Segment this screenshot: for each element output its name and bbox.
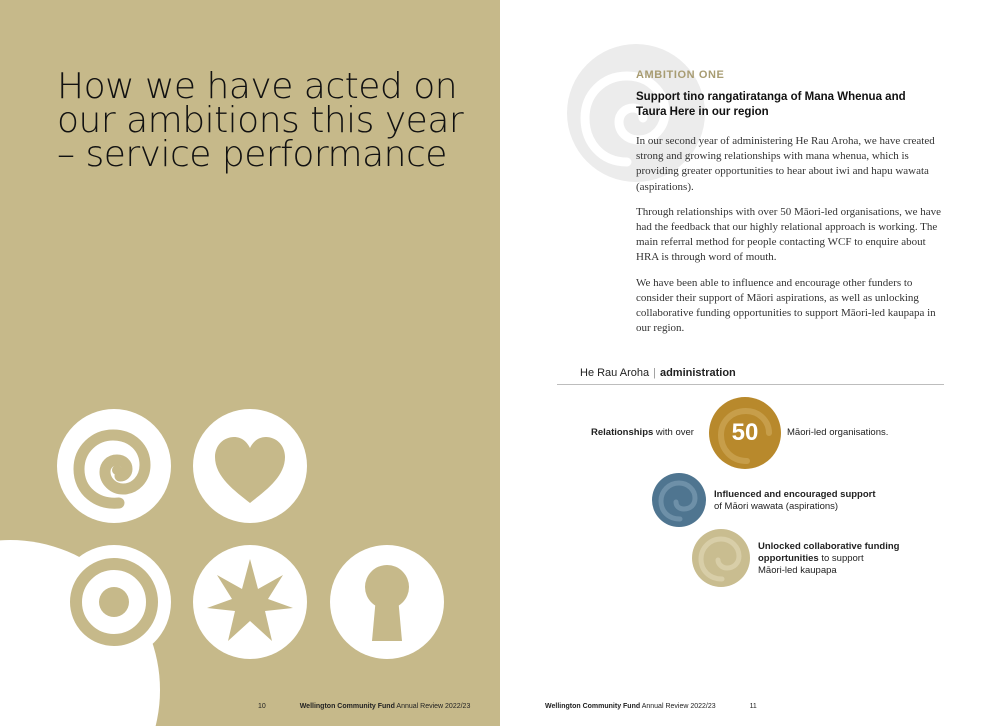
stat-number: 50	[731, 419, 759, 446]
footer-doc: Annual Review 2022/23	[396, 703, 471, 710]
ambition-label: AMBITION ONE	[636, 69, 725, 81]
stat-2-line1: Influenced and encouraged support	[714, 489, 876, 500]
stat-circle-blue	[652, 473, 706, 527]
heart-icon	[193, 409, 307, 523]
circle-ring-icon	[57, 545, 171, 659]
stat-lead-rest: with over	[653, 427, 694, 438]
stat-3-line3: Māori-led kaupapa	[758, 565, 837, 576]
body-paragraph: We have been able to influence and encourage other funders to consider their support of Māori aspirations, as well as unlocking collaborative funding opportunities to support Māori-led kaupapa in our region.	[636, 276, 936, 335]
right-footer	[545, 703, 757, 710]
section-label-right: administration	[659, 367, 736, 379]
footer-org: Wellington Community Fund	[299, 703, 395, 710]
stat-lead-text	[591, 427, 694, 439]
ambition-body	[636, 134, 942, 346]
ambition-title: Support tino rangatiratanga of Mana Whenua and Taura Here in our region	[636, 91, 906, 118]
footer-org: Wellington Community Fund	[545, 703, 641, 710]
stat-2-text	[714, 489, 876, 513]
stat-trail-text: Māori-led organisations.	[787, 427, 889, 438]
stat-2-line2: of Māori wawata (aspirations)	[714, 501, 839, 512]
section-label-left: He Rau Aroha	[580, 367, 650, 379]
koru-icon	[57, 409, 171, 523]
stat-lead-bold: Relationships	[591, 427, 654, 438]
page-headline: How we have acted on our ambitions this year – service performance	[57, 66, 464, 175]
keyhole-icon	[330, 545, 444, 659]
left-footer	[258, 703, 470, 710]
stat-3-line2-bold: opportunities	[758, 553, 819, 564]
section-separator: |	[653, 367, 656, 379]
stat-3-line2-rest: to support	[818, 553, 864, 564]
stat-3-text	[758, 541, 899, 577]
stat-circle-gold	[709, 397, 781, 469]
stat-circle-sand	[692, 529, 750, 587]
stat-3-line1: Unlocked collaborative funding	[758, 541, 900, 552]
section-label	[580, 367, 736, 379]
page-number: 10	[258, 703, 266, 710]
section-divider	[557, 384, 944, 385]
footer-doc: Annual Review 2022/23	[641, 703, 716, 710]
page-number: 11	[749, 703, 757, 710]
star-icon	[193, 545, 307, 659]
body-paragraph: Through relationships with over 50 Māori-led organisations, we have had the feedback that our highly relational approach is working. The main referral method for people contacting WCF to enquire about HRA is through word of mouth.	[636, 205, 941, 264]
body-paragraph: In our second year of administering He Rau Aroha, we have created strong and growing relationships with mana whenua, which is providing greater opportunities to hear about iwi and hapu wawata (aspirations).	[636, 135, 935, 193]
